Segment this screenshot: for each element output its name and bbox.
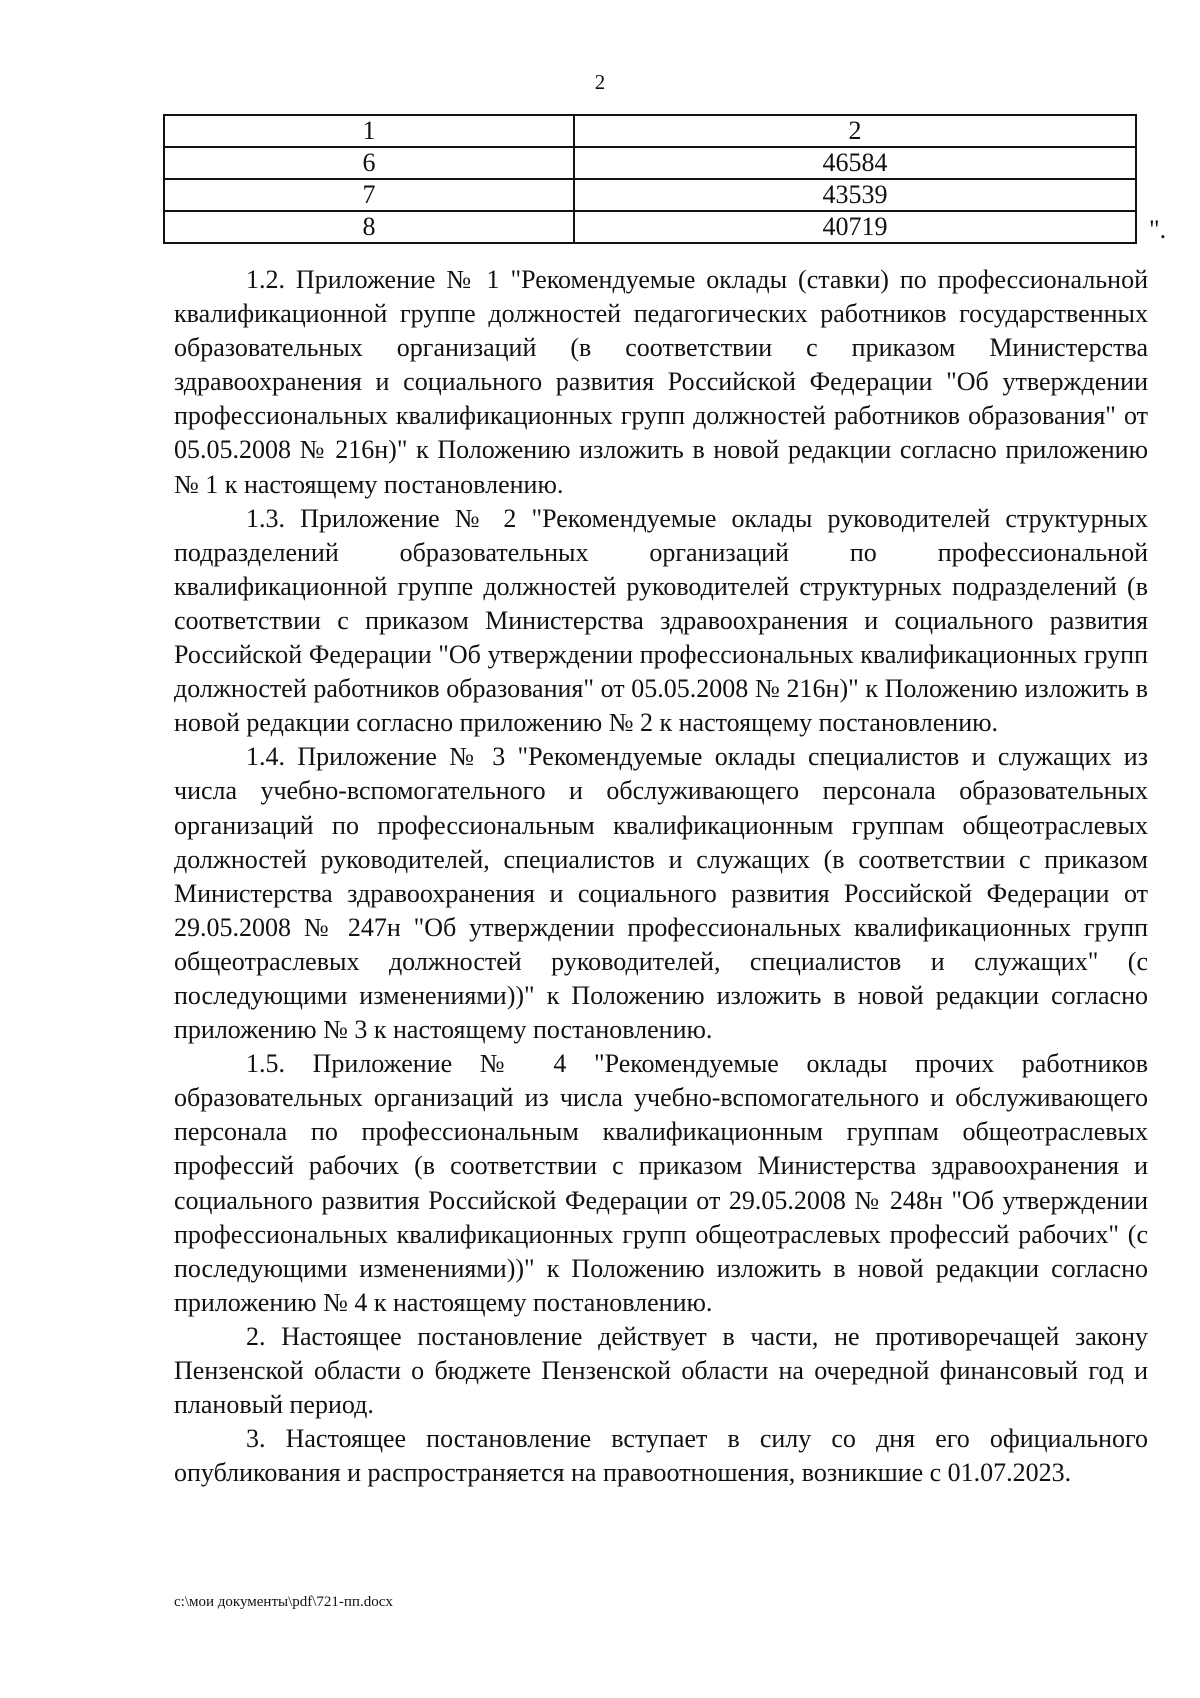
paragraph-1-4: 1.4. Приложение № 3 "Рекомендуемые оклады специалистов и служащих из числа учебно-вспомогательного и обслуживающего персонала образовательных организаций по профессиональным квалификационным группам общеотраслевых должностей руководителей, специалистов и служащих (в соответствии с приказом Министерства здравоохранения и социального развития Российской Федерации от 29.05.2008 № 247н "Об утверждении профессиональных квалификационных групп общеотраслевых должностей руководителей, специалистов и служащих" (с последующими изменениями))" к Положению изложить в новой редакции согласно приложению № 3 к настоящему постановлению.: [174, 742, 1148, 1045]
paragraph-3: 3. Настоящее постановление вступает в силу со дня его официального опубликования и распространяется на правоотношения, возникшие с 01.07.2023.: [174, 1424, 1148, 1488]
table-closing-quote: ".: [1149, 215, 1167, 244]
table-row: [164, 179, 1136, 211]
table-row: [164, 147, 1136, 179]
paragraph-1-3: 1.3. Приложение № 2 "Рекомендуемые оклады руководителей структурных подразделений образовательных организаций по профессиональной квалификационной группе должностей руководителей структурных подразделений (в соответствии с приказом Министерства здравоохранения и социального развития Российской Федерации "Об утверждении профессиональных квалификационных групп должностей работников образования" от 05.05.2008 № 216н)" к Положению изложить в новой редакции согласно приложению № 2 к настоящему постановлению.: [174, 503, 1148, 738]
paragraph-2: 2. Настоящее постановление действует в части, не противоречащей закону Пензенской области о бюджете Пензенской области на очередной финансовый год и плановый период.: [174, 1321, 1148, 1420]
table-row: [164, 211, 1136, 243]
table-cell-salary: 43539: [574, 179, 1136, 211]
table-header-row: [164, 115, 1136, 147]
document-body: [174, 263, 1148, 1490]
table-header-cell: 2: [574, 115, 1136, 147]
paragraph-1-2: 1.2. Приложение № 1 "Рекомендуемые оклады (ставки) по профессиональной квалификационной группе должностей педагогических работников государственных образовательных организаций (в соответствии с приказом Министерства здравоохранения и социального развития Российской Федерации "Об утверждении профессиональных квалификационных групп должностей работников образования" от 05.05.2008 № 216н)" к Положению изложить в новой редакции согласно приложению № 1 к настоящему постановлению.: [174, 265, 1148, 499]
table-cell-category: 8: [164, 211, 574, 243]
salary-table: [163, 114, 1137, 244]
table-cell-category: 7: [164, 179, 574, 211]
page-number: 2: [594, 70, 606, 94]
table-header-cell: 1: [164, 115, 574, 147]
table-cell-salary: 40719: [574, 211, 1136, 243]
paragraph-1-5: 1.5. Приложение № 4 "Рекомендуемые оклады прочих работников образовательных организаций из числа учебно-вспомогательного и обслуживающего персонала по профессиональным квалификационным группам общеотраслевых профессий рабочих (в соответствии с приказом Министерства здравоохранения и социального развития Российской Федерации от 29.05.2008 № 248н "Об утверждении профессиональных квалификационных групп общеотраслевых профессий рабочих" (с последующими изменениями))" к Положению изложить в новой редакции согласно приложению № 4 к настоящему постановлению.: [174, 1049, 1148, 1317]
footer-file-path: c:\мои документы\pdf\721-пп.docx: [174, 1594, 393, 1610]
table-cell-category: 6: [164, 147, 574, 179]
table-cell-salary: 46584: [574, 147, 1136, 179]
